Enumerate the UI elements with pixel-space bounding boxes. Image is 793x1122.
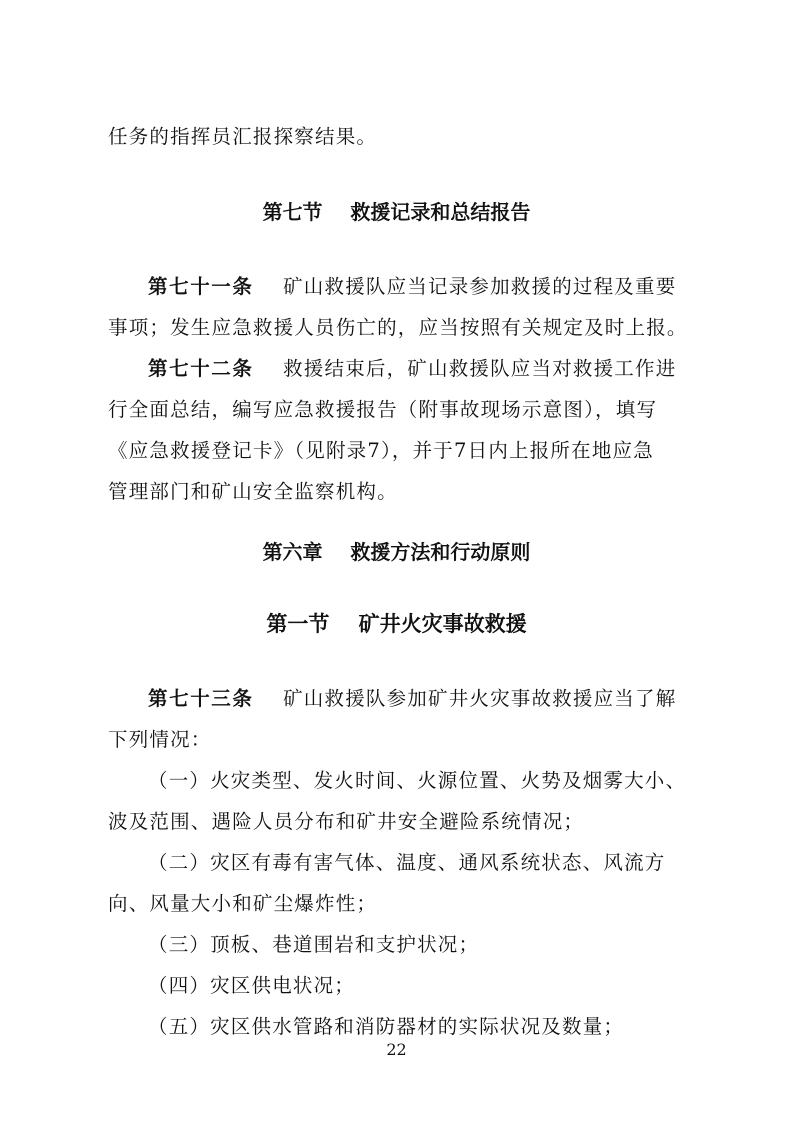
article-label: 第七十三条 [148, 687, 254, 710]
paragraph-line: 《应急救援登记卡》（见附录7），并于7日内上报所在地应急 [108, 439, 654, 462]
paragraph-line: 下列情况： [108, 728, 212, 751]
section-heading-7: 第七节 救援记录和总结报告 [262, 200, 531, 224]
list-item: （四）灾区供电状况； [148, 974, 356, 997]
paragraph-line: 事项；发生应急救援人员伤亡的，应当按照有关规定及时上报。 [108, 316, 688, 339]
article-71 [148, 268, 728, 306]
paragraph-line: 行全面总结，编写应急救援报告（附事故现场示意图），填写 [108, 398, 658, 421]
article-73 [148, 680, 728, 718]
list-item: （五）灾区供水管路和消防器材的实际状况及数量； [148, 1015, 625, 1038]
list-item: （三）顶板、巷道围岩和支护状况； [148, 933, 480, 956]
section-heading-1: 第一节 矿井火灾事故救援 [266, 612, 527, 636]
paragraph-line: 任务的指挥员汇报探察结果。 [108, 125, 378, 148]
paragraph-line: 管理部门和矿山安全监察机构。 [108, 480, 398, 503]
article-72 [148, 350, 728, 388]
page-number: 22 [386, 1040, 407, 1059]
paragraph-line: 向、风量大小和矿尘爆炸性； [108, 892, 378, 915]
article-text: 矿山救援队参加矿井火灾事故救援应当了解 [253, 687, 677, 710]
chapter-heading-6: 第六章 救援方法和行动原则 [262, 540, 531, 564]
article-text: 救援结束后，矿山救援队应当对救援工作进 [253, 357, 677, 380]
list-item: （二）灾区有毒有害气体、温度、通风系统状态、风流方 [148, 851, 666, 874]
article-text: 矿山救援队应当记录参加救援的过程及重要 [253, 275, 677, 298]
paragraph-line: 波及范围、遇险人员分布和矿井安全避险系统情况； [108, 810, 585, 833]
article-label: 第七十二条 [148, 357, 254, 380]
article-label: 第七十一条 [148, 275, 254, 298]
list-item: （一）火灾类型、发火时间、火源位置、火势及烟雾大小、 [148, 769, 687, 792]
